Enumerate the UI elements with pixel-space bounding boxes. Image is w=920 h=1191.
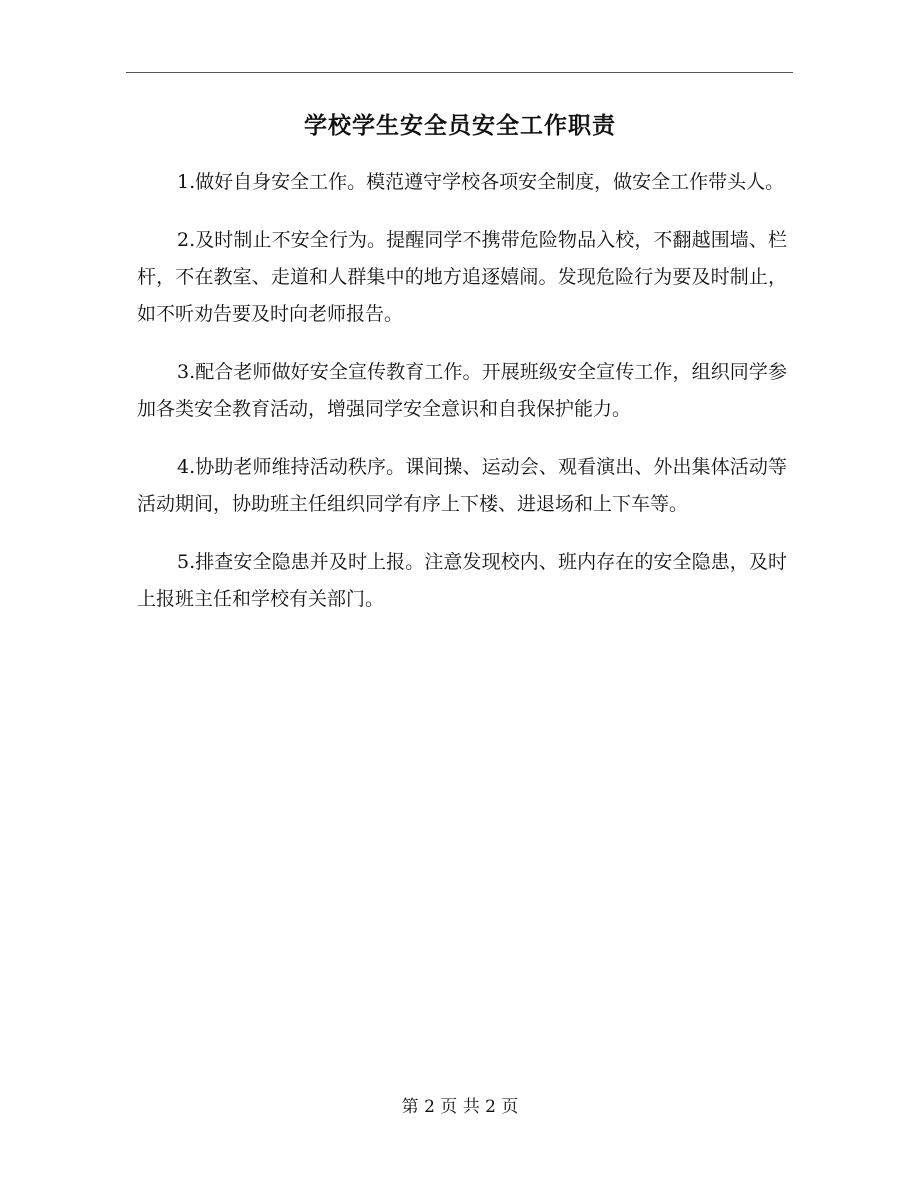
page-title: 学校学生安全员安全工作职责 (304, 112, 616, 139)
paragraph-3: 3.配合老师做好安全宣传教育工作。开展班级安全宣传工作，组织同学参加各类安全教育活动，增强同学安全意识和自我保护能力。 (137, 361, 787, 420)
page-number-footer: 第 2 页 共 2 页 (401, 1097, 519, 1117)
paragraph-5: 5.排查安全隐患并及时上报。注意发现校内、班内存在的安全隐患，及时上报班主任和学校有关部门。 (137, 551, 787, 610)
paragraph-2: 2.及时制止不安全行为。提醒同学不携带危险物品入校，不翻越围墙、栏杆，不在教室、走道和人群集中的地方追逐嬉闹。发现危险行为要及时制止，如不听劝告要及时向老师报告。 (137, 229, 787, 325)
paragraph-4: 4.协助老师维持活动秩序。课间操、运动会、观看演出、外出集体活动等活动期间，协助班主任组织同学有序上下楼、进退场和上下车等。 (137, 456, 787, 515)
header-rule (126, 72, 793, 73)
document-body (137, 164, 787, 639)
paragraph-1: 1.做好自身安全工作。模范遵守学校各项安全制度，做安全工作带头人。 (177, 171, 785, 193)
